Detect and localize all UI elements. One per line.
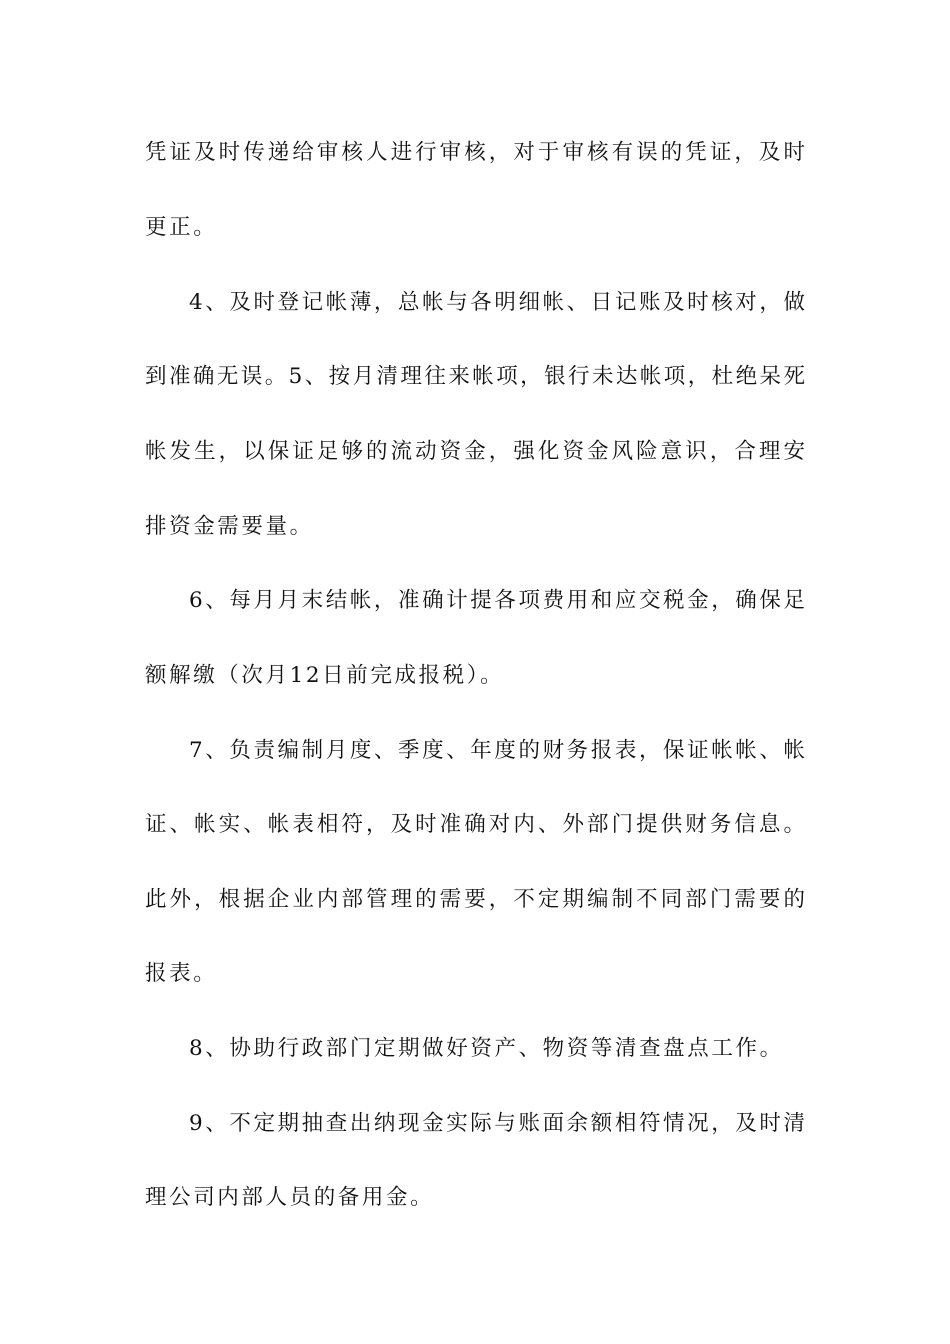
paragraph-line: 到准确无误。5、按月清理往来帐项，银行未达帐项，杜绝呆死 <box>145 364 805 389</box>
paragraph-line: 凭证及时传递给审核人进行审核，对于审核有误的凭证，及时 <box>145 140 805 165</box>
paragraph-line: 此外，根据企业内部管理的需要，不定期编制不同部门需要的 <box>145 887 805 912</box>
paragraph-line: 额解缴（次月12日前完成报税）。 <box>145 663 505 688</box>
paragraph-line: 理公司内部人员的备用金。 <box>145 1185 435 1210</box>
paragraph-line: 4、及时登记帐薄，总帐与各明细帐、日记账及时核对，做 <box>189 290 805 315</box>
paragraph-line: 报表。 <box>145 961 218 986</box>
paragraph-line: 更正。 <box>145 215 218 240</box>
paragraph-line: 9、不定期抽查出纳现金实际与账面余额相符情况，及时清 <box>189 1111 805 1136</box>
paragraph-line: 7、负责编制月度、季度、年度的财务报表，保证帐帐、帐 <box>189 738 805 763</box>
paragraph-line: 6、每月月末结帐，准确计提各项费用和应交税金，确保足 <box>189 588 805 613</box>
paragraph-line: 帐发生，以保证足够的流动资金，强化资金风险意识，合理安 <box>145 439 805 464</box>
paragraph-line: 排资金需要量。 <box>145 514 314 539</box>
paragraph-line: 证、帐实、帐表相符，及时准确对内、外部门提供财务信息。 <box>145 812 805 837</box>
paragraph-line: 8、协助行政部门定期做好资产、物资等清查盘点工作。 <box>189 1036 784 1061</box>
